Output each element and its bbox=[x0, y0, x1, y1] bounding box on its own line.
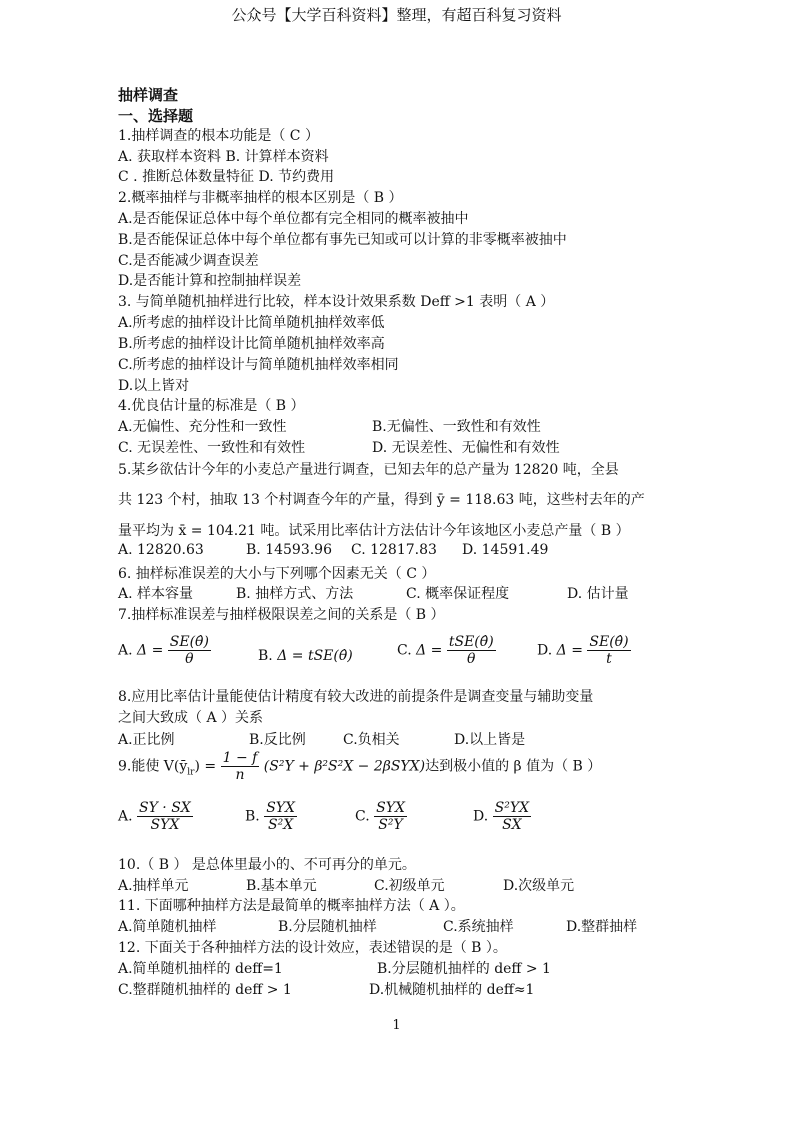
q12-option-a: A.简单随机抽样的 deff=1 bbox=[118, 961, 283, 977]
q10-stem: 10.（ B ） 是总体里最小的、不可再分的单元。 bbox=[118, 857, 416, 873]
q7-a-num: SE(θ̂) bbox=[169, 634, 209, 650]
q3-option-b: B.所考虑的抽样设计比简单随机抽样效率高 bbox=[118, 336, 385, 352]
q3-stem: 3. 与简单随机抽样进行比较，样本设计效果系数 Deff >1 表明（ A ） bbox=[118, 294, 555, 310]
q9-c-label: C. bbox=[355, 808, 370, 825]
q8-option-a: A.正比例 bbox=[118, 732, 175, 748]
q4-stem: 4.优良估计量的标准是（ B ） bbox=[118, 398, 305, 414]
q2-option-b: B.是否能保证总体中每个单位都有事先已知或可以计算的非零概率被抽中 bbox=[118, 232, 567, 248]
q7-d-fraction bbox=[587, 634, 630, 667]
q8-line1: 8.应用比率估计量能使估计精度有较大改进的前提条件是调查变量与辅助变量 bbox=[118, 689, 594, 705]
q9-c-fraction bbox=[374, 800, 407, 833]
q9-expr: (S²Y + β²S²X − 2βSYX) bbox=[263, 758, 426, 775]
q9-b-den: S²X bbox=[268, 817, 294, 833]
q9-fraction bbox=[221, 750, 260, 783]
q7-d-label: D. bbox=[537, 642, 553, 659]
q7-b-label: B. bbox=[258, 648, 273, 664]
q6-option-c: C. 概率保证程度 bbox=[406, 586, 510, 602]
q9-option-d bbox=[473, 800, 531, 833]
q9-frac-den: n bbox=[235, 767, 245, 783]
q11-stem: 11. 下面哪种抽样方法是最简单的概率抽样方法（ A ）。 bbox=[118, 898, 465, 914]
q6-stem: 6. 抽样标准误差的大小与下列哪个因素无关（ C ） bbox=[118, 566, 436, 582]
q7-c-lhs: Δ = bbox=[416, 642, 443, 659]
q10-option-d: D.次级单元 bbox=[503, 878, 575, 894]
q9-b-num: SYX bbox=[266, 800, 296, 816]
q10-option-a: A.抽样单元 bbox=[118, 878, 189, 894]
q1-stem: 1.抽样调查的根本功能是（ C ） bbox=[118, 128, 319, 144]
q7-option-c bbox=[397, 634, 496, 667]
q1-options-ab: A. 获取样本资料 B. 计算样本资料 bbox=[118, 149, 329, 165]
q4-option-d: D. 无误差性、无偏性和有效性 bbox=[372, 440, 560, 456]
q11-option-b: B.分层随机抽样 bbox=[278, 919, 377, 935]
q9-option-c bbox=[355, 800, 407, 833]
q2-option-d: D.是否能计算和控制抽样误差 bbox=[118, 273, 302, 289]
q9-option-a bbox=[118, 800, 193, 833]
q9-d-den: SX bbox=[502, 817, 522, 833]
q9-d-fraction bbox=[493, 800, 531, 833]
q8-line2: 之间大致成（ A ）关系 bbox=[118, 710, 264, 726]
q10-option-c: C.初级单元 bbox=[374, 878, 445, 894]
document-title: 抽样调查 bbox=[118, 86, 179, 104]
q7-c-label: C. bbox=[397, 642, 412, 659]
q3-option-c: C.所考虑的抽样设计与简单随机抽样效率相同 bbox=[118, 357, 399, 373]
q11-option-c: C.系统抽样 bbox=[443, 919, 514, 935]
q7-d-num: SE(θ̂) bbox=[589, 634, 629, 650]
q11-option-a: A.简单随机抽样 bbox=[118, 919, 217, 935]
q9-frac-num: 1 − f bbox=[222, 750, 258, 766]
q9-subscript: lr bbox=[187, 767, 195, 778]
q12-option-b: B.分层随机抽样的 deff > 1 bbox=[377, 961, 551, 977]
q10-option-b: B.基本单元 bbox=[246, 878, 317, 894]
q1-options-cd: C . 推断总体数量特征 D. 节约费用 bbox=[118, 169, 335, 185]
q7-b-expr: Δ = tSE(θ̂) bbox=[277, 648, 353, 664]
q8-option-c: C.负相关 bbox=[343, 732, 400, 748]
q8-option-b: B.反比例 bbox=[249, 732, 306, 748]
q7-a-den: θ bbox=[185, 651, 194, 667]
q7-c-den: θ bbox=[467, 651, 476, 667]
q7-d-lhs: Δ = bbox=[556, 642, 583, 659]
q9-stem bbox=[118, 750, 601, 783]
q8-option-d: D.以上皆是 bbox=[454, 732, 526, 748]
page-header: 公众号【大学百科资料】整理，有超百科复习资料 bbox=[231, 6, 562, 24]
q7-a-lhs: Δ = bbox=[137, 642, 164, 659]
q5-option-a: A. 12820.63 bbox=[118, 542, 204, 558]
q5-line3: 量平均为 x̄ = 104.21 吨。试采用比率估计方法估计今年该地区小麦总产量（ B ） bbox=[118, 523, 630, 539]
q2-stem: 2.概率抽样与非概率抽样的根本区别是（ B ） bbox=[118, 190, 403, 206]
q9-c-den: S²Y bbox=[378, 817, 403, 833]
q9-c-num: SYX bbox=[376, 800, 405, 816]
q9-a-fraction bbox=[137, 800, 193, 833]
q7-c-fraction bbox=[447, 634, 496, 667]
q7-option-a bbox=[118, 634, 211, 667]
q2-option-a: A.是否能保证总体中每个单位都有完全相同的概率被抽中 bbox=[118, 211, 469, 227]
q7-option-d bbox=[537, 634, 631, 667]
q7-option-b bbox=[258, 648, 353, 664]
q6-option-a: A. 样本容量 bbox=[118, 586, 194, 602]
q9-a-den: SYX bbox=[150, 817, 180, 833]
q9-d-num: S²YX bbox=[494, 800, 530, 816]
q7-a-label: A. bbox=[118, 642, 133, 659]
q12-option-d: D.机械随机抽样的 deff≈1 bbox=[369, 982, 535, 998]
q9-d-label: D. bbox=[473, 808, 489, 825]
q9-b-fraction bbox=[264, 800, 297, 833]
q9-a-num: SY · SX bbox=[139, 800, 191, 816]
section-heading: 一、选择题 bbox=[118, 107, 194, 125]
q9-eq: ) = bbox=[194, 758, 217, 775]
q5-option-d: D. 14591.49 bbox=[462, 542, 549, 558]
q9-b-label: B. bbox=[245, 808, 260, 825]
q11-option-d: D.整群抽样 bbox=[566, 919, 638, 935]
q7-a-fraction bbox=[168, 634, 211, 667]
q5-line1: 5.某乡欲估计今年的小麦总产量进行调查，已知去年的总产量为 12820 吨，全县 bbox=[118, 462, 619, 478]
q3-option-d: D.以上皆对 bbox=[118, 378, 190, 394]
q2-option-c: C.是否能减少调查误差 bbox=[118, 253, 259, 269]
q9-suffix: 达到极小值的 β 值为（ B ） bbox=[425, 758, 602, 775]
q7-c-num: tSE(θ̂) bbox=[448, 634, 494, 650]
q9-a-label: A. bbox=[118, 808, 133, 825]
q12-stem: 12. 下面关于各种抽样方法的设计效应，表述错误的是（ B ）。 bbox=[118, 940, 507, 956]
q3-option-a: A.所考虑的抽样设计比简单随机抽样效率低 bbox=[118, 315, 385, 331]
q9-prefix: 9.能使 V(ȳ bbox=[118, 758, 188, 775]
q6-option-b: B. 抽样方式、方法 bbox=[236, 586, 354, 602]
q7-stem: 7.抽样标准误差与抽样极限误差之间的关系是（ B ） bbox=[118, 607, 445, 623]
q4-option-b: B.无偏性、一致性和有效性 bbox=[372, 419, 541, 435]
q5-option-c: C. 12817.83 bbox=[351, 542, 437, 558]
q5-option-b: B. 14593.96 bbox=[246, 542, 332, 558]
q4-option-a: A.无偏性、充分性和一致性 bbox=[118, 419, 287, 435]
q4-option-c: C. 无误差性、一致性和有效性 bbox=[118, 440, 306, 456]
q6-option-d: D. 估计量 bbox=[567, 586, 629, 602]
page-number: 1 bbox=[392, 1018, 401, 1033]
q12-option-c: C.整群随机抽样的 deff > 1 bbox=[118, 982, 292, 998]
q7-d-den: t bbox=[606, 651, 612, 667]
q5-line2: 共 123 个村，抽取 13 个村调查今年的产量，得到 ȳ = 118.63 吨，这些村去年的产 bbox=[118, 492, 645, 508]
q9-option-b bbox=[245, 800, 297, 833]
